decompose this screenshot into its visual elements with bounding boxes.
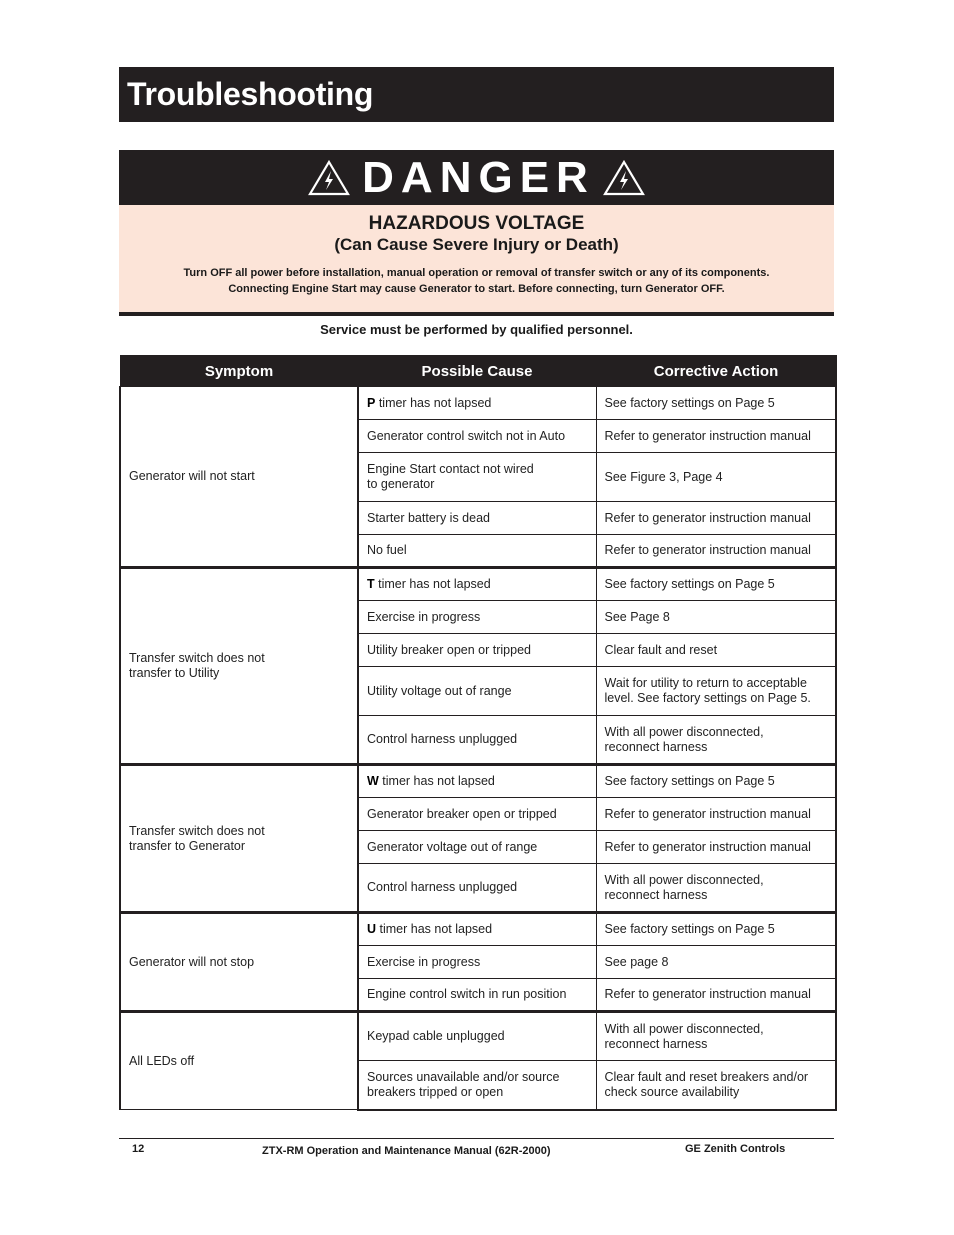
action-cell: With all power disconnected, reconnect harness <box>596 716 836 765</box>
cause-cell <box>358 535 596 568</box>
symptom-group <box>120 765 836 913</box>
symptom-cell: Generator will not start <box>120 387 358 568</box>
cause-cell <box>358 913 596 946</box>
symptom-cell: Transfer switch does not transfer to Utility <box>120 568 358 765</box>
action-cell: See factory settings on Page 5 <box>596 765 836 798</box>
action-cell: Refer to generator instruction manual <box>596 502 836 535</box>
table-row <box>120 1012 836 1061</box>
cause-text: Engine control switch in run position <box>367 987 567 1001</box>
table-header-row <box>120 356 836 387</box>
cause-cell <box>358 831 596 864</box>
action-cell: See Page 8 <box>596 601 836 634</box>
symptom-cell: All LEDs off <box>120 1012 358 1110</box>
cause-text: timer has not lapsed <box>378 774 495 788</box>
hazard-line-1: Turn OFF all power before installation, manual operation or removal of transfer switch or any of its components. <box>183 267 770 279</box>
high-voltage-warning-icon <box>603 160 645 196</box>
action-cell: See factory settings on Page 5 <box>596 387 836 420</box>
cause-text: Utility breaker open or tripped <box>367 642 531 657</box>
danger-banner <box>119 150 834 205</box>
action-cell: Refer to generator instruction manual <box>596 535 836 568</box>
table-row <box>120 913 836 946</box>
page-title-text: Troubleshooting <box>127 76 374 112</box>
cause-cell <box>358 1061 596 1110</box>
cause-text: Exercise in progress <box>367 609 481 624</box>
danger-notice <box>119 150 834 316</box>
danger-word: DANGER <box>362 152 595 202</box>
cause-text: No fuel <box>367 543 407 557</box>
symptom-group <box>120 913 836 1012</box>
cause-cell <box>358 420 596 453</box>
action-cell: Clear fault and reset <box>596 634 836 667</box>
footer-company: GE Zenith Controls <box>685 1143 786 1155</box>
action-cell: With all power disconnected, reconnect harness <box>596 1012 836 1061</box>
cause-cell <box>358 453 596 502</box>
symptom-group <box>120 387 836 568</box>
action-cell: See page 8 <box>596 946 836 979</box>
cause-text: timer has not lapsed <box>374 577 491 591</box>
cause-cell <box>358 979 596 1012</box>
cause-text: Exercise in progress <box>367 954 481 969</box>
cause-cell <box>358 601 596 634</box>
cause-cell <box>358 765 596 798</box>
symptom-cell: Generator will not stop <box>120 913 358 1012</box>
column-header-action: Corrective Action <box>596 356 836 387</box>
timer-letter: T <box>367 577 375 591</box>
action-cell: See factory settings on Page 5 <box>596 913 836 946</box>
column-header-cause: Possible Cause <box>358 356 596 387</box>
timer-letter: U <box>367 922 377 936</box>
table-row <box>120 568 836 601</box>
action-cell: Refer to generator instruction manual <box>596 979 836 1012</box>
cause-text: timer has not lapsed <box>376 922 493 936</box>
cause-text: Generator control switch not in Auto <box>367 428 566 443</box>
timer-letter: W <box>367 774 379 788</box>
action-cell: Wait for utility to return to acceptable level. See factory settings on Page 5. <box>596 667 836 716</box>
cause-text: Engine Start contact not wired to generator <box>367 462 534 491</box>
symptom-cell: Transfer switch does not transfer to Generator <box>120 765 358 913</box>
cause-text: Control harness unplugged <box>367 880 518 894</box>
cause-cell <box>358 1012 596 1061</box>
cause-cell <box>358 634 596 667</box>
action-cell: Refer to generator instruction manual <box>596 831 836 864</box>
cause-text: timer has not lapsed <box>375 395 492 410</box>
cause-cell <box>358 798 596 831</box>
cause-text: Utility voltage out of range <box>367 683 512 698</box>
high-voltage-warning-icon <box>308 160 350 196</box>
cause-cell <box>358 716 596 765</box>
hazard-title: HAZARDOUS VOLTAGE <box>368 213 585 234</box>
cause-cell <box>358 864 596 913</box>
symptom-group <box>120 568 836 765</box>
symptom-group <box>120 1012 836 1110</box>
footer-divider <box>119 1138 834 1139</box>
hazard-subtitle: (Can Cause Severe Injury or Death) <box>334 235 619 254</box>
column-header-symptom: Symptom <box>120 356 358 387</box>
cause-cell <box>358 502 596 535</box>
cause-cell <box>358 946 596 979</box>
cause-text: Starter battery is dead <box>367 510 490 525</box>
cause-cell <box>358 568 596 601</box>
table-row <box>120 765 836 798</box>
troubleshooting-table <box>119 355 837 1111</box>
action-cell: Refer to generator instruction manual <box>596 420 836 453</box>
cause-text: Sources unavailable and/or source breakers tripped or open <box>367 1069 560 1099</box>
footer-manual-title: ZTX-RM Operation and Maintenance Manual (62R-2000) <box>262 1145 551 1157</box>
action-cell: See factory settings on Page 5 <box>596 568 836 601</box>
action-cell: See Figure 3, Page 4 <box>596 453 836 502</box>
hazard-text <box>119 265 834 297</box>
action-cell: Clear fault and reset breakers and/or check source availability <box>596 1061 836 1110</box>
action-cell: With all power disconnected, reconnect harness <box>596 864 836 913</box>
cause-text: Control harness unplugged <box>367 732 518 746</box>
footer-page-number: 12 <box>132 1143 145 1155</box>
cause-cell <box>358 667 596 716</box>
table-row <box>120 387 836 420</box>
service-note: Service must be performed by qualified personnel. <box>320 322 633 337</box>
cause-text: Generator voltage out of range <box>367 839 538 854</box>
action-cell: Refer to generator instruction manual <box>596 798 836 831</box>
page-title <box>119 67 834 122</box>
danger-body <box>119 205 834 316</box>
hazard-line-2: Connecting Engine Start may cause Generator to start. Before connecting, turn Generator OFF. <box>228 283 725 295</box>
cause-text: Generator breaker open or tripped <box>367 806 557 821</box>
cause-text: Keypad cable unplugged <box>367 1029 505 1043</box>
cause-cell <box>358 387 596 420</box>
timer-letter: P <box>367 395 376 410</box>
